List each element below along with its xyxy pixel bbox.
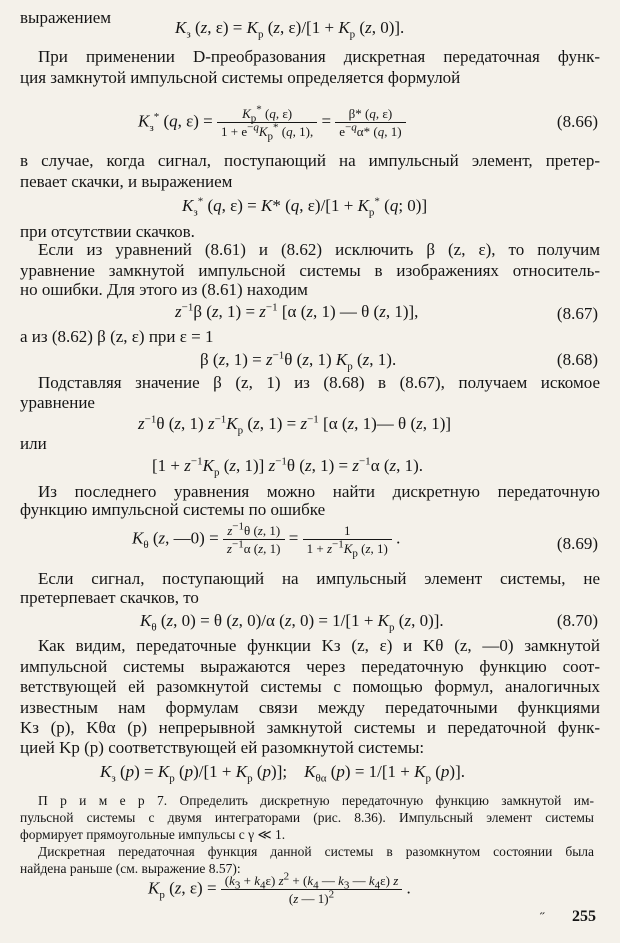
text-line: Если из уравнений (8.61) и (8.62) исключить β (z, ε), то получим xyxy=(38,240,600,259)
equation-kz-star: $K_з^*$ (q, ε) = K* (q, $\varepsilon)/[1 + K_р^*$ (q; 0)] xyxy=(182,195,428,219)
text-line: певает скачки, и выражением xyxy=(20,172,233,191)
example-line: формирует прямоугольные импульсы с γ ≪ 1. xyxy=(20,827,286,842)
equation-error-2: [$1 + z^{-1}K_р$ (z, 1)] $z^{-1}\theta$ (z, $1) = z^{-1}\alpha$ (z, 1). xyxy=(152,455,424,479)
equation-number: (8.68) xyxy=(556,350,598,369)
equation-8-66: $K_з^*$ (q, ε) = $\frac{K_р^* (q, \varepsilon)}{1 + e^{-q}K_р^* (q, 1),}$ = $\frac{\beta* (q, \varepsilon)}{e^{-q}\alpha* (q, 1)}$ xyxy=(138,105,406,140)
text-line: выражением xyxy=(20,8,112,27)
text-line: функцию импульсной системы по ошибке xyxy=(20,500,326,519)
text-line: Kз (p), Kθα (p) непрерывной замкнутой системы и передаточной функ- xyxy=(20,718,600,737)
text-line: Как видим, передаточные функции Kз (z, ε) и Kθ (z, —0) замкнутой xyxy=(38,636,600,655)
text-line: уравнение замкнутой импульсной системы в изображениях относитель- xyxy=(20,261,600,280)
text-line: известным нам формулам связи между передаточными функциями xyxy=(20,698,600,717)
text-line: При применении D-преобразования дискретная передаточная функ- xyxy=(38,47,600,66)
example-line: пульсной системы с двумя интеграторами (рис. 8.36). Импульсный элемент системы xyxy=(20,810,594,825)
equation-kz: $K_з$ (z, $\varepsilon) = K_р$ (z, $\varepsilon)/[1 + K_р$ (z, 0)]. xyxy=(175,18,405,41)
text-line: Из последнего уравнения можно найти дискретную передаточную xyxy=(38,482,600,501)
text-line: ция замкнутой импульсной системы определяется формулой xyxy=(20,68,461,87)
page-number: 255 xyxy=(572,908,596,925)
text-line: цией Kр (p) соответствующей ей разомкнутой системы: xyxy=(20,738,425,757)
equation-kp: $K_р$ (z, ε) = $\frac{(k_3 + k_4\varepsilon) z^2 + (k_4 — k_3 — k_4\varepsilon) z}{(z — 1)^2}$ . xyxy=(148,870,411,906)
text-line: а из (8.62) β (z, ε) при ε = 1 xyxy=(20,327,214,346)
example-line: Дискретная передаточная функция данной системы в разомкнутом состоянии была xyxy=(38,844,594,859)
equation-error: $z^{-1}\theta$ (z, 1) $z^{-1}K_р$ (z, $1) = z^{-1}$ [α (z, 1)— θ (z, 1)] xyxy=(138,413,452,437)
example-line: найдена раньше (см. выражение 8.57): xyxy=(20,861,241,876)
text-line: Если сигнал, поступающий на импульсный элемент системы, не xyxy=(38,569,600,588)
example-line: П р и м е р 7. Определить дискретную передаточную функцию замкнутой им- xyxy=(38,793,594,808)
equation-number: (8.69) xyxy=(556,534,598,553)
equation-8-69: $K_\theta$ (z, —0) = $\frac{z^{-1}\theta (z, 1)}{z^{-1}\alpha (z, 1)}$ = $\frac{1}{1 + z^{-1}K_р (z, 1)}$ . xyxy=(132,520,401,560)
equation-continuous: $K_з$ $(p) = K_р$ $(p)/[1 + K_р$ (p)]; $K_{\theta\alpha}$ $(p) = 1/[1 + K_р$ (p)]. xyxy=(100,762,465,785)
text-line: но ошибки. Для этого из (8.61) находим xyxy=(20,280,308,299)
equation-8-70: $K_\theta$ (z, 0) = θ (z, 0)/α (z, $0) = 1/[1 + K_р$ (z, 0)]. xyxy=(140,611,444,634)
text-line: уравнение xyxy=(20,393,95,412)
equation-number: (8.66) xyxy=(556,112,598,131)
ink-mark: ˶ xyxy=(540,905,545,920)
equation-number: (8.67) xyxy=(556,304,598,323)
text-line: в случае, когда сигнал, поступающий на импульсный элемент, претер- xyxy=(20,151,600,170)
text-line: Подставляя значение β (z, 1) из (8.68) в (8.67), получаем искомое xyxy=(38,373,600,392)
equation-8-68: β (z, $1) = z^{-1}\theta$ (z, 1) $K_р$ (z, 1). xyxy=(200,349,397,373)
text-line: ветствующей ей разомкнутой системы с помощью формул, аналогичных xyxy=(20,677,600,696)
text-line: претерпевает скачков, то xyxy=(20,588,199,607)
equation-8-67: $z^{-1}\beta$ (z, $1) = z^{-1}$ [α (z, 1) — θ (z, 1)], xyxy=(175,301,419,321)
text-line: или xyxy=(20,434,47,453)
equation-number: (8.70) xyxy=(556,611,598,630)
text-line: импульсной системы выражаются через передаточную функцию соот- xyxy=(20,657,600,676)
text-line: при отсутствии скачков. xyxy=(20,222,195,241)
